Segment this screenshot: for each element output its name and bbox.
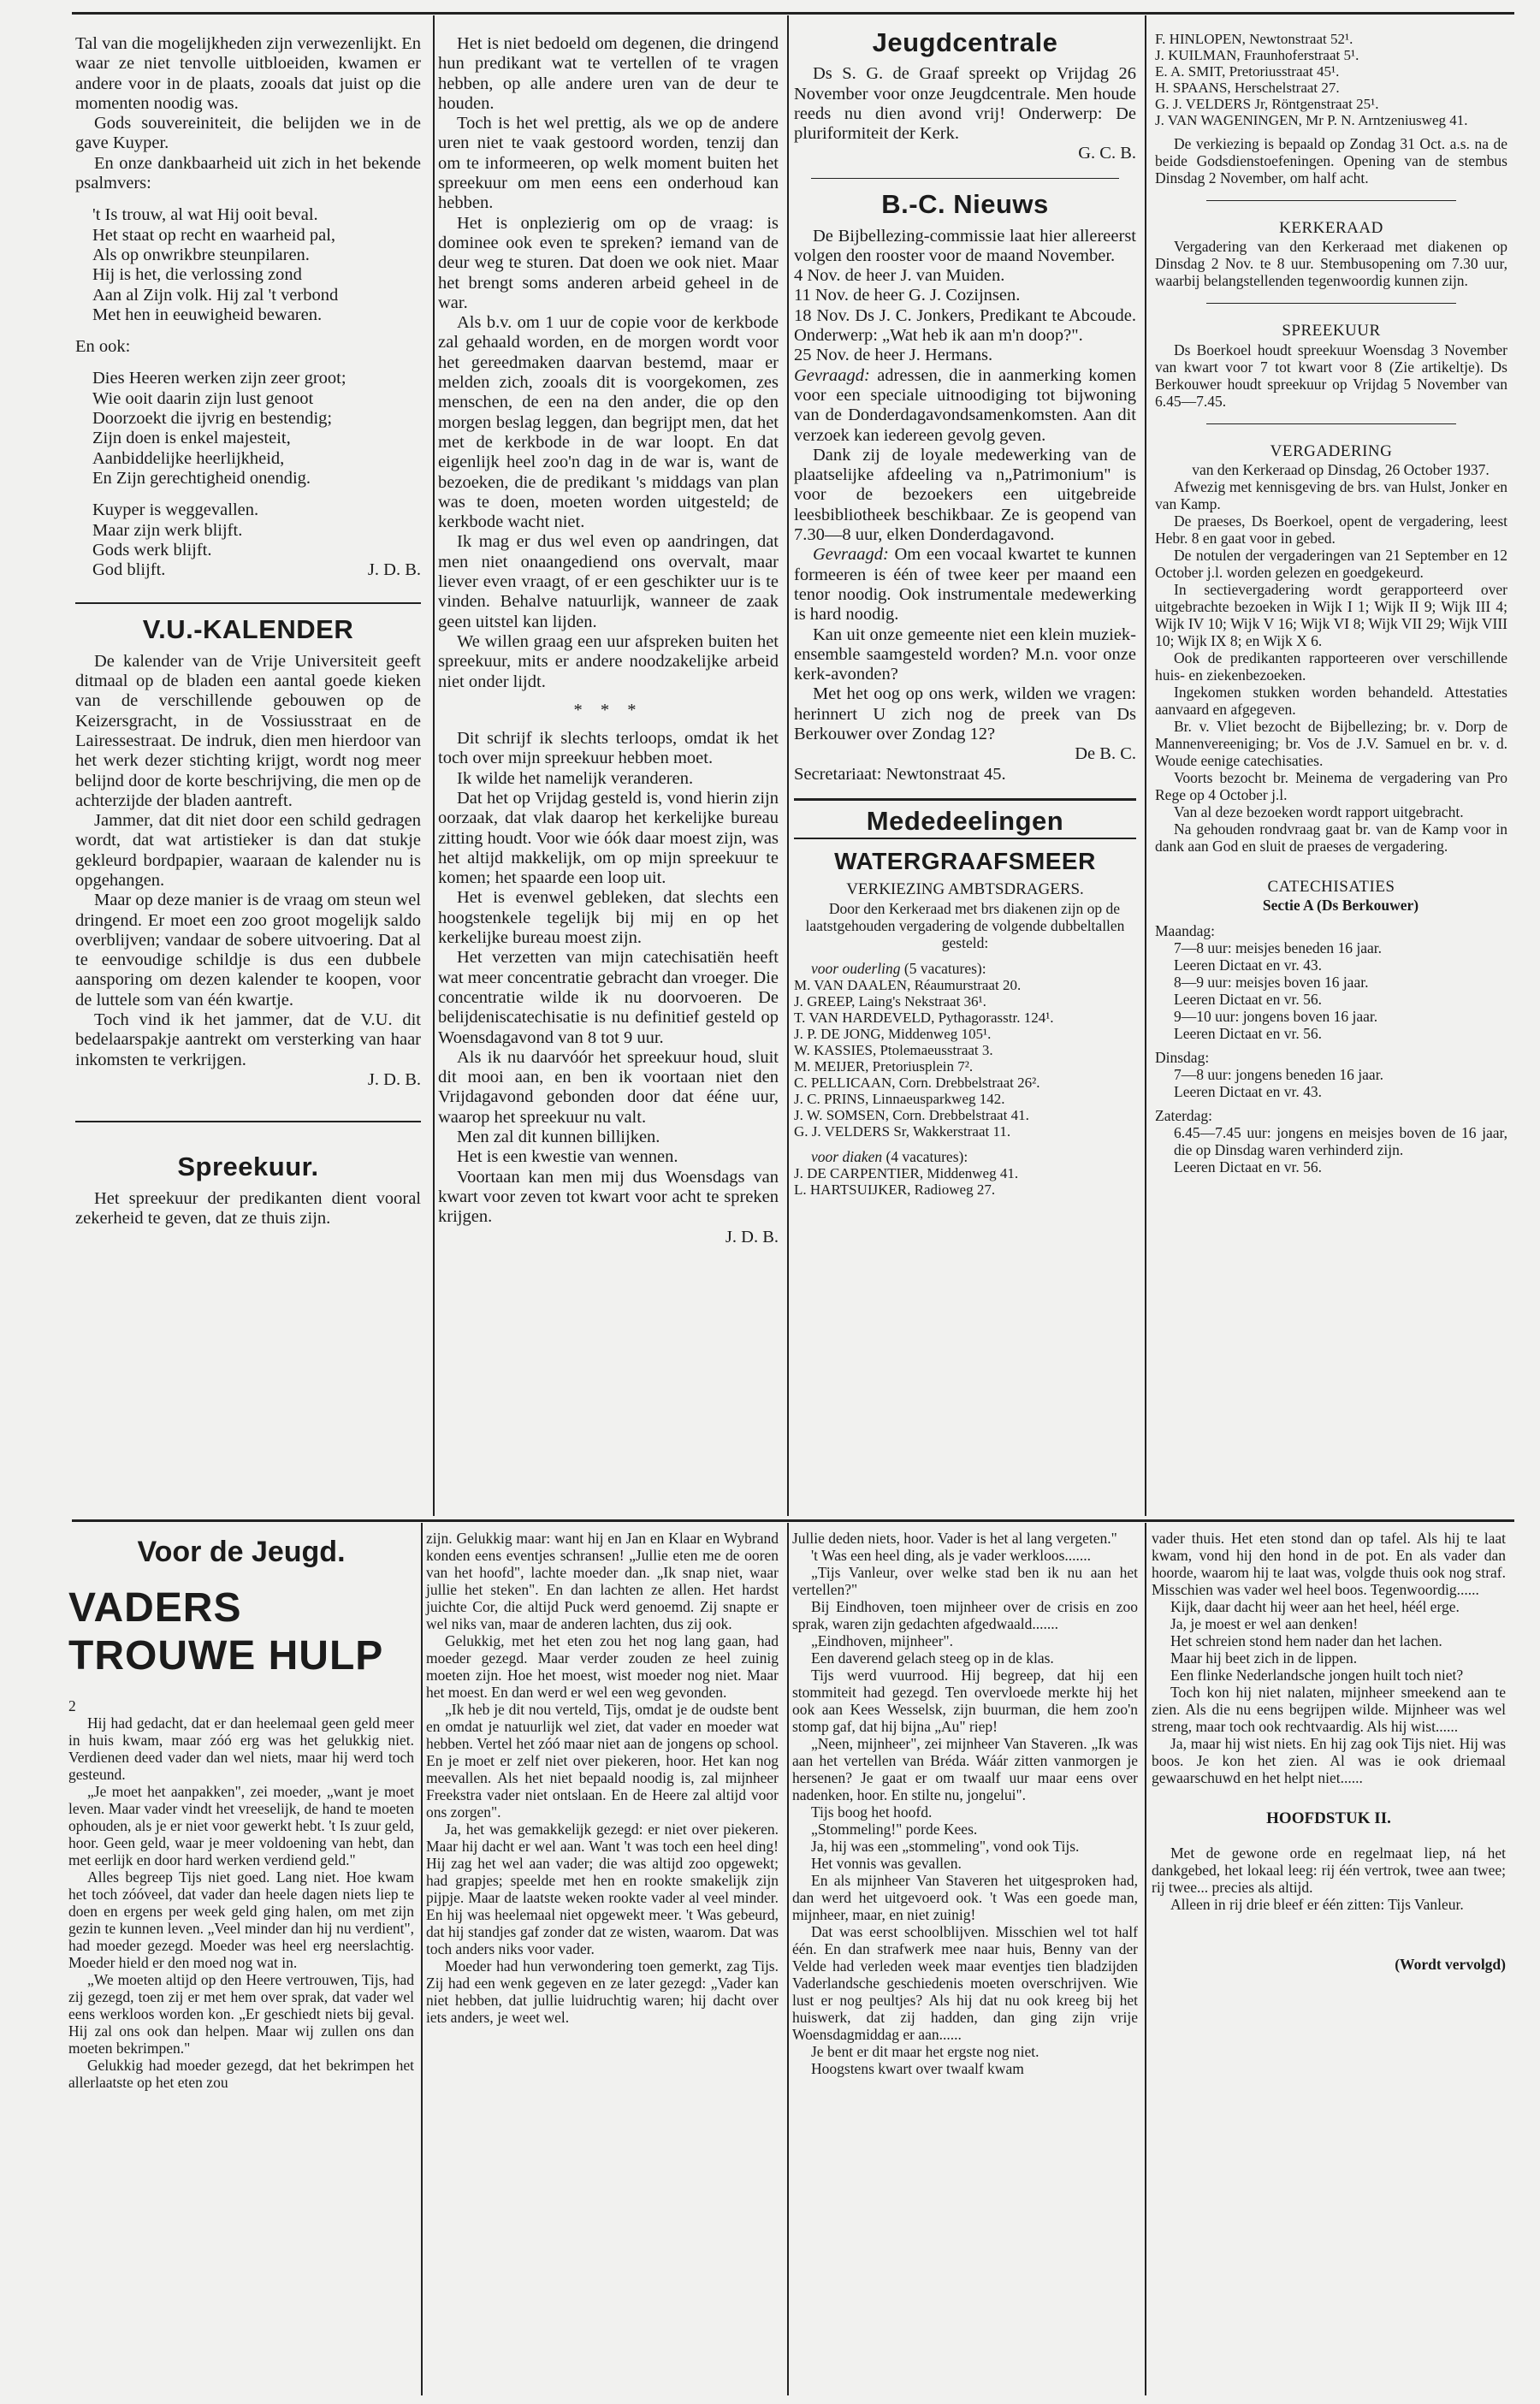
column-divider-2	[787, 15, 789, 1516]
candidate: J. GREEP, Laing's Nekstraat 36¹.	[794, 992, 986, 1010]
intro-paragraph: Tal van die mogelijkheden zijn verwezenlijkt. En waar ze niet tenvolle uitbloeiden, kwamen er andere voor in de plaats, zooals dat juist op die momenten noodig was.	[75, 34, 421, 113]
spreekuur-paragraph: Het verzetten van mijn catechisatiën heeft wat meer concentratie gebracht dan vroeger. Die concentratie wilde ik nu doorvoeren. De belijdeniscatechisatie is nu definitief gesteld op Woensdagavond van 8 tot 9 uur.	[438, 948, 779, 1047]
signature: G. C. B.	[1078, 144, 1136, 163]
divider	[1206, 423, 1456, 424]
vergadering-paragraph: Ook de predikanten rapporteeren over verschillende huis- en ziekenbezoeken.	[1155, 648, 1507, 684]
spreekuur-paragraph: Men zal dit kunnen billijken.	[457, 1128, 660, 1147]
psalm-verse-2	[75, 369, 421, 488]
spreekuur-heading: SPREEKUUR	[1282, 322, 1381, 340]
story-paragraph: Kijk, daar dacht hij weer aan het heel, héél erge.	[1170, 1598, 1460, 1615]
candidate: T. VAN HARDEVELD, Pythagorasstr. 124¹.	[794, 1009, 1054, 1026]
candidate: H. SPAANS, Herschelstraat 27.	[1155, 80, 1340, 96]
title-line: VADERS	[68, 1585, 242, 1631]
story-column-2	[426, 1530, 779, 2026]
column-2	[438, 34, 779, 1247]
jeugdcentrale-paragraph: Ds S. G. de Graaf spreekt op Vrijdag 26 November voor onze Jeugdcentrale. Men houde reeds nu dien avond vrij! Onderwerp: De pluriformiteit der Kerk.	[794, 64, 1136, 144]
verse-line: En Zijn gerechtigheid onendig.	[92, 468, 311, 488]
story-paragraph: „Stommeling!" porde Kees.	[811, 1821, 978, 1838]
story-paragraph: Tijs boog het hoofd.	[811, 1803, 933, 1821]
divider	[1206, 200, 1456, 201]
story-paragraph: Tijs werd vuurrood. Hij begreep, dat hij een stommiteit had gezegd. Ten overvloede merkte hij het ook aan Kees Wesselsk, zijn buurman, die hem zoo'n stomp gaf, dat hij bijna „Au" riep!	[792, 1667, 1138, 1735]
candidate: J. W. SOMSEN, Corn. Drebbelstraat 41.	[794, 1106, 1029, 1123]
bc-nieuws-heading: B.-C. Nieuws	[881, 189, 1049, 220]
candidate: J. C. PRINS, Linnaeusparkweg 142.	[794, 1090, 1005, 1107]
vergadering-paragraph: In sectievergadering wordt gerapporteerd over uitgebrachte bezoeken in Wijk I 1; Wijk II 9; Wijk III 4; Wijk IV 10; Wijk V 16; Wijk VI 8; Wijk VII 29; Wijk VIII 10; Wijk IX 8; en Wijk X 6.	[1155, 580, 1507, 649]
intro-paragraph: En onze dankbaarheid uit zich in het bekende psalmvers:	[75, 153, 421, 193]
top-rule	[72, 12, 1514, 15]
verkiezing-intro: Door den Kerkeraad met brs diakenen zijn op de laatstgehouden vergadering de volgende dubbeltallen gesteld:	[805, 899, 1125, 951]
kerkeraad-paragraph: Vergadering van den Kerkeraad met diakenen op Dinsdag 2 Nov. te 8 uur. Stembusopening om 7.30 uur, waarbij belangstellenden tegenwoordig kunnen zijn.	[1155, 238, 1507, 290]
story-divider-3	[1145, 1523, 1146, 2395]
vacatures: (5 vacatures):	[903, 959, 986, 977]
verse-line: God blijft.	[92, 560, 166, 580]
vu-paragraph: Maar op deze manier is de vraag om steun wel dringend. Er moet een zoo groot mogelijk saldo overblijven; vandaar de sobere uitvoering. Dat al te eenvoudige schildje is dus een dubbele aansporing om dezen kalender te koopen, voor de luttele som van één kwartje.	[75, 891, 421, 1010]
column-3	[794, 21, 1136, 1198]
rooster-item: 4 Nov. de heer J. van Muiden.	[794, 266, 1005, 286]
verse-line: Het staat op recht en waarheid pal,	[92, 225, 336, 245]
candidate-list-continued	[1155, 31, 1507, 128]
vergadering-heading: VERGADERING	[1270, 441, 1393, 460]
story-paragraph: 't Was een heel ding, als je vader werkloos.......	[811, 1547, 1092, 1564]
verse-line: Kuyper is weggevallen.	[92, 500, 259, 520]
spreekuur-paragraph: Voortaan kan men mij dus Woensdags van kwart voor zeven tot kwart voor acht te spreken krijgen.	[438, 1167, 779, 1227]
candidate: W. KASSIES, Ptolemaeusstraat 3.	[794, 1041, 993, 1058]
verse-line: Wie ooit daarin zijn lust genoot	[92, 388, 314, 408]
divider	[1206, 303, 1456, 304]
column-1	[75, 34, 421, 1229]
spreekuur-paragraph: Als ik nu daarvóór het spreekuur houd, sluit dit mooi aan, en ben ik voortaan niet den Vrijdagavond gebonden door dat ééne uur, waarop het spreekuur nu valt.	[438, 1047, 779, 1127]
story-paragraph: Alleen in rij drie bleef er één zitten: Tijs Vanleur.	[1170, 1896, 1464, 1913]
spreekuur-paragraph: Het is evenwel gebleken, dat slechts een hoogstenkele tegelijk bij mij en op het kerkelijke bureau moest zijn.	[438, 888, 779, 948]
schedule-line: Leeren Dictaat en vr. 43.	[1174, 956, 1322, 974]
candidate: C. PELLICAAN, Corn. Drebbelstraat 26².	[794, 1074, 1040, 1091]
signature: J. D. B.	[725, 1227, 779, 1246]
column-4	[1155, 31, 1507, 1175]
story-paragraph: zijn. Gelukkig maar: want hij en Jan en Klaar en Wybrand konden eens eventjes schransen! „Jullie eten me de ooren van het hoofd", lachte moeder dan. „Ik snap niet, waar jullie het steken". En dan lachten ze allen. Het hardst juichte Cor, die altijd Puck werd genoemd. Zij snapte er wel niks van, maar de anderen lachten, dus zij ook.	[426, 1530, 779, 1632]
vu-kalender-heading: V.U.-KALENDER	[142, 614, 354, 645]
schedule-line: 6.45—7.45 uur: jongens en meisjes boven de 16 jaar, die op Dinsdag waren verhinderd zijn.	[1174, 1124, 1507, 1159]
divider	[811, 178, 1119, 180]
bc-paragraph: Met het oog op ons werk, wilden we vragen: herinnert U zich nog de preek van Ds Berkouwer over Zondag 12?	[794, 684, 1136, 743]
verse-line: Aan al Zijn volk. Hij zal 't verbond	[92, 285, 339, 305]
spreekuur-paragraph: Het is onplezierig om op de vraag: is dominee ook even te spreken? iemand van de deur weg te sturen. Dat doen we ook niet. Maar het brengt soms anderen arbeid geheel in de war.	[438, 213, 779, 312]
section-stars: * * *	[573, 700, 643, 719]
vergadering-paragraph: Ingekomen stukken worden behandeld. Attestaties aanvaard en afgegeven.	[1155, 683, 1507, 718]
verkiezing-notice: De verkiezing is bepaald op Zondag 31 Oct. a.s. na de beide Godsdienstoefeningen. Opening van de stembus Dinsdag 2 November, om half acht.	[1155, 135, 1507, 187]
kerkeraad-heading: KERKERAAD	[1279, 219, 1383, 237]
spreekuur-paragraph: Het is een kwestie van wennen.	[457, 1147, 678, 1167]
schedule-line: 7—8 uur: meisjes beneden 16 jaar.	[1174, 939, 1382, 957]
verse-line: Hij is het, die verlossing zond	[92, 265, 302, 285]
spreekuur-paragraph: Als b.v. om 1 uur de copie voor de kerkbode zal gehaald worden, en de morgen wordt voor het gereedmaken daarvan bestemd, maar er melden zich, zooals dit is voorgekomen, zes menschen, de een na den ander, die op den morgen beslag leggen, dan begrijpt men, dat het met de kerkbode in de war loopt. En dat eigenlijk heel zoo'n dag in de war is, want de bezoeken, die de predikant 's middags van plan was te doen, moeten worden uitgesteld; de kerkbode wacht niet.	[438, 313, 779, 532]
divider	[75, 602, 421, 604]
spreekuur-heading: Spreekuur.	[177, 1152, 319, 1182]
verse-line: Maar zijn werk blijft.	[92, 520, 243, 540]
candidate: E. A. SMIT, Pretoriusstraat 45¹.	[1155, 63, 1340, 80]
divider	[794, 798, 1136, 801]
catechisaties-sub: Sectie A (Ds Berkouwer)	[1262, 897, 1419, 915]
title-line: TROUWE HULP	[68, 1633, 384, 1679]
vu-paragraph: Jammer, dat dit niet door een schild gedragen wordt, dat wat artistieker is dan dat stukje gekleurd bordpapier, waaraan de kalender nu is opgehangen.	[75, 811, 421, 890]
verse-line: Aanbiddelijke heerlijkheid,	[92, 448, 285, 468]
story-paragraph: vader thuis. Het eten stond dan op tafel. Als hij te laat kwam, vond hij den hond in de pot. En als vader dan hoorde, waarom hij te laat was, volgde thuis ook nog straf. Misschien was vader wel heel boos. Tegenwoordig......	[1152, 1530, 1506, 1598]
story-paragraph: Jullie deden niets, hoor. Vader is het al lang vergeten."	[792, 1530, 1117, 1547]
verse-line: Als op onwrikbre steunpilaren.	[92, 245, 310, 264]
column-divider-1	[433, 15, 435, 1516]
story-paragraph: „Tijs Vanleur, over welke stad ben ik nu aan het vertellen?"	[792, 1564, 1138, 1598]
vergadering-paragraph: Br. v. Vliet bezocht de Bijbellezing; br. v. Dorp de Mannenvereeniging; br. Vos de J.V. Samuel en br. v. d. Woude eenige catechisaties.	[1155, 717, 1507, 769]
spreekuur-paragraph: Ds Boerkoel houdt spreekuur Woensdag 3 November van kwart voor 7 tot kwart voor 8 (Zie artikeltje). Ds Berkouwer houdt spreekuur op Vrijdag 5 November van 6.45—7.45.	[1155, 340, 1507, 410]
signature: J. D. B.	[367, 560, 421, 580]
story-paragraph: Ja, het was gemakkelijk gezegd: er niet over piekeren. Maar hij dacht er wel aan. Want 't was toch een heel ding! Hij zag het wel aan vader; die was altijd zoo opgewekt; had grapjes; speelde met hen en rookte smakelijk zijn pijpje. Maar de laatste weken rookte vader al veel minder. En hij was heelemaal niet opgewekt meer. 't Was gebeurd, dat hij standjes gaf zonder dat ze wisten, waarom. Dat was toch anders niks voor vader.	[426, 1821, 779, 1957]
schedule	[1155, 922, 1507, 1175]
gevraagd-text: Om een vocaal kwartet te kunnen formeeren is één of twee keer per maand een tenor noodig. Ook instrumentale medewerking is hard noodig.	[794, 545, 1137, 625]
story-paragraph: Hij had gedacht, dat er dan heelemaal geen geld meer in huis kwam, maar zóó erg was het gelukkig niet. Verdienen deed vader dan wel niets, maar hij werd toch gesteund.	[68, 1714, 414, 1783]
vergadering-paragraph: Na gehouden rondvraag gaat br. van de Kamp voor in dank aan God en sluit de praeses de vergadering.	[1155, 820, 1507, 855]
spreekuur-paragraph: Dit schrijf ik slechts terloops, omdat ik het toch over mijn spreekuur hebben moet.	[438, 729, 779, 768]
gevraagd-label: Gevraagd:	[813, 545, 889, 565]
schedule-line: Leeren Dictaat en vr. 56.	[1174, 991, 1322, 1009]
hoofdstuk-heading: HOOFDSTUK II.	[1266, 1809, 1391, 1827]
schedule-line: Leeren Dictaat en vr. 43.	[1174, 1083, 1322, 1101]
candidate: G. J. VELDERS Sr, Wakkerstraat 11.	[794, 1122, 1011, 1140]
story-paragraph: Een flinke Nederlandsche jongen huilt toch niet?	[1170, 1667, 1464, 1684]
bc-paragraph: Kan uit onze gemeente niet een klein muziek-ensemble saamgesteld worden? M.n. voor onze kerk-avonden?	[794, 625, 1136, 684]
spreekuur-paragraph: Ik mag er dus wel even op aandringen, dat men niet onaangediend ons overvalt, maar liever even vraagt, of er een geschikter uur is te vinden. Behalve natuurlijk, wanneer de zaak geen uitstel kan lijden.	[438, 532, 779, 631]
chapter-number: 2	[68, 1697, 76, 1714]
spreekuur-paragraph: Het spreekuur der predikanten dient vooral zekerheid te geven, dat ze thuis zijn.	[75, 1188, 421, 1228]
divider	[75, 1121, 421, 1122]
story-paragraph: Gelukkig, met het eten zou het nog lang gaan, had moeder gezegd. Maar verder zouden ze heel zuinig moeten zijn. Hoe het moest, wist moeder nog niet. Maar het moest. En dan werd er wel een weg gevonden.	[426, 1632, 779, 1701]
story-paragraph: Dat was eerst schoolblijven. Misschien wel tot half één. En dan strafwerk mee naar huis, Benny van der Velde had verleden week maar eventjes tien bladzijden Vaderlandsche geschiedenis moeten overschrijven. Wie lust er nog peultjes? Als hij dat nu ook kreeg bij het huiswerk, dat zij hadden, dan ging zijn vrije Woensdagmiddag er aan......	[792, 1923, 1138, 2043]
story-paragraph: Het schreien stond hem nader dan het lachen.	[1170, 1632, 1442, 1649]
section-rule	[72, 1519, 1514, 1522]
watergraafsmeer-heading: WATERGRAAFSMEER	[834, 848, 1096, 875]
schedule-line: Leeren Dictaat en vr. 56.	[1174, 1158, 1322, 1176]
verse-line: Doorzoekt die ijvrig en bestendig;	[92, 409, 333, 429]
schedule-line: 8—9 uur: meisjes boven 16 jaar.	[1174, 974, 1369, 992]
vacatures: (4 vacatures):	[886, 1147, 968, 1165]
candidate: J. P. DE JONG, Middenweg 105¹.	[794, 1025, 992, 1042]
vu-paragraph: Toch vind ik het jammer, dat de V.U. dit bedelaarspakje aantrekt om versterking van haar inkomsten te verkrijgen.	[75, 1010, 421, 1069]
story-paragraph: „Ik heb je dit nou verteld, Tijs, omdat je de oudste bent en omdat je natuurlijk wel ziet, dat vader en moeder wat hebben. Vertel het zóó maar niet aan de jongens op school. En je moet er zelf niet over piekeren, hoor. Het kan nog meevallen. Als het niet bepaald noodig is, zal mijnheer Freekstra vader niet ontslaan. En de Heere zal altijd voor ons zorgen".	[426, 1701, 779, 1821]
diaken-label: voor diaken	[811, 1147, 883, 1165]
story-paragraph: Met de gewone orde en regelmaat liep, ná het dankgebed, het lokaal leeg: rij één vertrok, twee aan twee; rij twee... precies als altijd.	[1152, 1844, 1506, 1896]
spreekuur-paragraph: Dat het op Vrijdag gesteld is, vond hierin zijn oorzaak, dat vlak daarop het kerkelijke bureau zitting houdt. Voor wie óók daar moest zijn, was het altijd makkelijk, om op mijn spreekuur te komen; het spaarde een loop uit.	[438, 788, 779, 888]
day-label: Dinsdag:	[1155, 1049, 1210, 1067]
candidate: G. J. VELDERS Jr, Röntgenstraat 25¹.	[1155, 96, 1379, 112]
diaken-list	[794, 1165, 1136, 1198]
story-column-3	[792, 1530, 1138, 2077]
story-paragraph: Alles begreep Tijs niet goed. Lang niet. Hoe kwam het toch zóóveel, dat vader dan heele dagen niets liep te doen en ergens per week geld ging halen, om met zijn gezin te kunnen leven. „Veel minder dan hij nu verdient", had moeder gezegd. Moeder was heel erg neerslachtig. Moeder hield er den moed nog wat in.	[68, 1868, 414, 1971]
rooster-item: 18 Nov. Ds J. C. Jonkers, Predikant te Abcoude. Onderwerp: „Wat heb ik aan m'n doop?".	[794, 305, 1136, 346]
signature: De B. C.	[1075, 744, 1136, 764]
rooster-item: 25 Nov. de heer J. Hermans.	[794, 346, 993, 365]
story-paragraph: Moeder had hun verwondering toen gemerkt, zag Tijs. Zij had een wenk gegeven en ze later gezegd: „Vader kan niet hebben, dat jullie luidruchtig waren; hij dacht over iets anders, je weet wel.	[426, 1957, 779, 2026]
gevraagd-label: Gevraagd:	[794, 365, 870, 385]
story-paragraph: Gelukkig had moeder gezegd, dat het bekrimpen het allerlaatste op het eten zou	[68, 2057, 414, 2091]
gevraagd-text: adressen, die in aanmerking komen voor een speciale uitnoodiging tot bijwoning van de Donderdagavondsamenkomsten. Aan dit verzoek kan iedereen gevolg geven.	[794, 365, 1136, 445]
story-column-1	[68, 1526, 414, 2091]
candidate: M. MEIJER, Pretoriusplein 7².	[794, 1057, 974, 1075]
vergadering-sub: van den Kerkeraad op Dinsdag, 26 October 1937.	[1192, 460, 1490, 478]
story-column-4	[1152, 1530, 1506, 1973]
story-paragraph: En als mijnheer Van Staveren het uitgesproken had, dan werd het uitgevoerd ook. 't Was een goede man, mijnheer, maar, en niet zuinig!	[792, 1872, 1138, 1923]
story-paragraph: „Je moet het aanpakken", zei moeder, „want je moet leven. Maar vader vindt het vreeselijk, de hand te moeten ophouden, als je er niet voor gewerkt hebt. 't Is zuur geld, hoor. Geen geld, waar je meer voldoening van hebt, dan met eerlijk en door hard werken verdiend geld."	[68, 1783, 414, 1868]
spreekuur-paragraph: We willen graag een uur afspreken buiten het spreekuur, mits er andere noodzakelijke arbeid niet onder lijdt.	[438, 631, 779, 691]
closing-lines	[75, 500, 421, 580]
ouderling-list	[794, 977, 1136, 1140]
vergadering-paragraph: Van al deze bezoeken wordt rapport uitgebracht.	[1174, 802, 1464, 820]
verse-line: Dies Heeren werken zijn zeer groot;	[92, 369, 346, 388]
bc-paragraph: De Bijbellezing-commissie laat hier allereerst volgen den rooster voor de maand November.	[794, 226, 1136, 265]
candidate: M. VAN DAALEN, Réaumurstraat 20.	[794, 976, 1022, 993]
story-paragraph: Je bent er dit maar het ergste nog niet.	[811, 2043, 1040, 2060]
voor-de-jeugd-heading: Voor de Jeugd.	[137, 1536, 346, 1568]
story-paragraph: Ja, maar hij wist niets. En hij zag ook Tijs niet. Hij was boos. Je kon het zien. Al was ie ook driemaal gewaarschuwd en het helpt niet......	[1152, 1735, 1506, 1786]
intro-paragraph: Gods souvereiniteit, die belijden we in de gave Kuyper.	[75, 114, 421, 153]
spreekuur-paragraph: Het is niet bedoeld om degenen, die dringend hun predikant wat te vertellen of te vragen hebben, op alle andere uren van de deur te houden.	[438, 34, 779, 113]
column-divider-3	[1145, 15, 1146, 1516]
psalm-verse	[75, 205, 421, 325]
story-paragraph: Het vonnis was gevallen.	[811, 1855, 962, 1872]
spreekuur-paragraph: Toch is het wel prettig, als we op de andere uren niet te vaak gestoord worden, tenzij dan om te informeeren, op welk moment buiten het spreekuur om men eens een onderhoud kan hebben.	[438, 114, 779, 213]
spreekuur-paragraph: Ik wilde het namelijk veranderen.	[457, 768, 694, 788]
vergadering-paragraph: Voorts bezocht br. Meinema de vergadering van Pro Rege op 4 October j.l.	[1155, 768, 1507, 803]
bc-paragraph: Dank zij de loyale medewerking van de plaatselijke afdeeling va n„Patrimonium" is voor de bezoekers een uitgebreide leesbibliotheek beschikbaar. Ze is geopend van 7.30—8 uur, elken Donderdagavond.	[794, 445, 1136, 545]
bc-rooster	[794, 266, 1136, 365]
candidate: F. HINLOPEN, Newtonstraat 52¹.	[1155, 31, 1353, 47]
schedule-line: 7—8 uur: jongens beneden 16 jaar.	[1174, 1066, 1383, 1084]
schedule-line: 9—10 uur: jongens boven 16 jaar.	[1174, 1008, 1378, 1026]
story-paragraph: „We moeten altijd op den Heere vertrouwen, Tijs, had zij gezegd, toen zij er met hem over sprak, dat vader wel eens werkloos worden kon. „Er geschiedt niets bij geval. Hij zal ons ook dan helpen. Maar wij zullen ons dan moeten bekrimpen."	[68, 1971, 414, 2057]
catechisaties-heading: CATECHISATIES	[1267, 877, 1395, 896]
story-paragraph: Ja, hij was een „stommeling", vond ook Tijs.	[811, 1838, 1080, 1855]
story-paragraph: Een daverend gelach steeg op in de klas.	[811, 1649, 1054, 1667]
candidate: J. DE CARPENTIER, Middenweg 41.	[794, 1164, 1019, 1181]
verse-line: 't Is trouw, al wat Hij ooit beval.	[92, 205, 318, 225]
vergadering-paragraph: De praeses, Ds Boerkoel, opent de vergadering, leest Hebr. 8 en gaat voor in gebed.	[1155, 512, 1507, 547]
story-paragraph: Toch kon hij niet nalaten, mijnheer smeekend aan te zien. Als die nu eens begrijpen wilde. Mijnheer was wel streng, maar toch ook rechtvaardig. Als hij wist......	[1152, 1684, 1506, 1735]
verse-line: Met hen in eeuwigheid bewaren.	[92, 305, 323, 324]
secretariaat: Secretariaat: Newtonstraat 45.	[794, 764, 1006, 784]
vu-paragraph: De kalender van de Vrije Universiteit geeft ditmaal op de bladen een aantal goede kieken van de verschillende gebouwen op de Keizersgracht, in de Vossiusstraat en de Lairessestraat. De indruk, dien men hierdoor van het werk dezer stichting krijgt, wordt nog meer belijnd door de korte beschrijving, die men op de achterzijde der bladen aantreft.	[75, 651, 421, 810]
story-divider-1	[421, 1523, 423, 2395]
candidate: J. KUILMAN, Fraunhoferstraat 5¹.	[1155, 47, 1359, 63]
day-label: Zaterdag:	[1155, 1107, 1213, 1125]
candidate: L. HARTSUIJKER, Radioweg 27.	[794, 1181, 996, 1198]
rooster-item: 11 Nov. de heer G. J. Cozijnsen.	[794, 286, 1021, 305]
mededeelingen-heading: Mededeelingen	[866, 805, 1064, 836]
story-paragraph: Bij Eindhoven, toen mijnheer over de crisis en zoo sprak, waren zijn gedachten afgedwaald.......	[792, 1598, 1138, 1632]
ouderling-label: voor ouderling	[811, 959, 901, 977]
story-paragraph: Maar hij beet zich in de lippen.	[1170, 1649, 1358, 1667]
verse-line: Zijn doen is enkel majesteit,	[92, 429, 291, 448]
vergadering-paragraph: Afwezig met kennisgeving de brs. van Hulst, Jonker en van Kamp.	[1155, 477, 1507, 512]
vergadering-paragraph: De notulen der vergaderingen van 21 September en 12 October j.l. worden gelezen en goedgekeurd.	[1155, 546, 1507, 581]
story-paragraph: „Eindhoven, mijnheer".	[811, 1632, 954, 1649]
day-label: Maandag:	[1155, 922, 1215, 940]
schedule-line: Leeren Dictaat en vr. 56.	[1174, 1025, 1322, 1043]
wordt-vervolgd: (Wordt vervolgd)	[1395, 1956, 1506, 1973]
signature: J. D. B.	[367, 1069, 421, 1089]
jeugdcentrale-heading: Jeugdcentrale	[872, 27, 1058, 57]
story-paragraph: Hoogstens kwart over twaalf kwam	[811, 2060, 1024, 2077]
verse-line: Gods werk blijft.	[92, 540, 212, 560]
story-divider-2	[787, 1523, 789, 2395]
candidate: J. VAN WAGENINGEN, Mr P. N. Arntzeniusweg 41.	[1155, 112, 1468, 128]
story-title	[68, 1584, 414, 1680]
verkiezing-heading: VERKIEZING AMBTSDRAGERS.	[846, 880, 1084, 899]
story-paragraph: „Neen, mijnheer", zei mijnheer Van Staveren. „Ik was aan het vertellen van Bréda. Wáár zitten vanmorgen je hersenen? Je gaat er om twaalf uur maar eens over nadenken, hoor. En stilte nu, jongelui".	[792, 1735, 1138, 1803]
story-paragraph: Ja, je moest er wel aan denken!	[1170, 1615, 1359, 1632]
en-ook: En ook:	[75, 337, 131, 357]
divider	[794, 838, 1136, 839]
